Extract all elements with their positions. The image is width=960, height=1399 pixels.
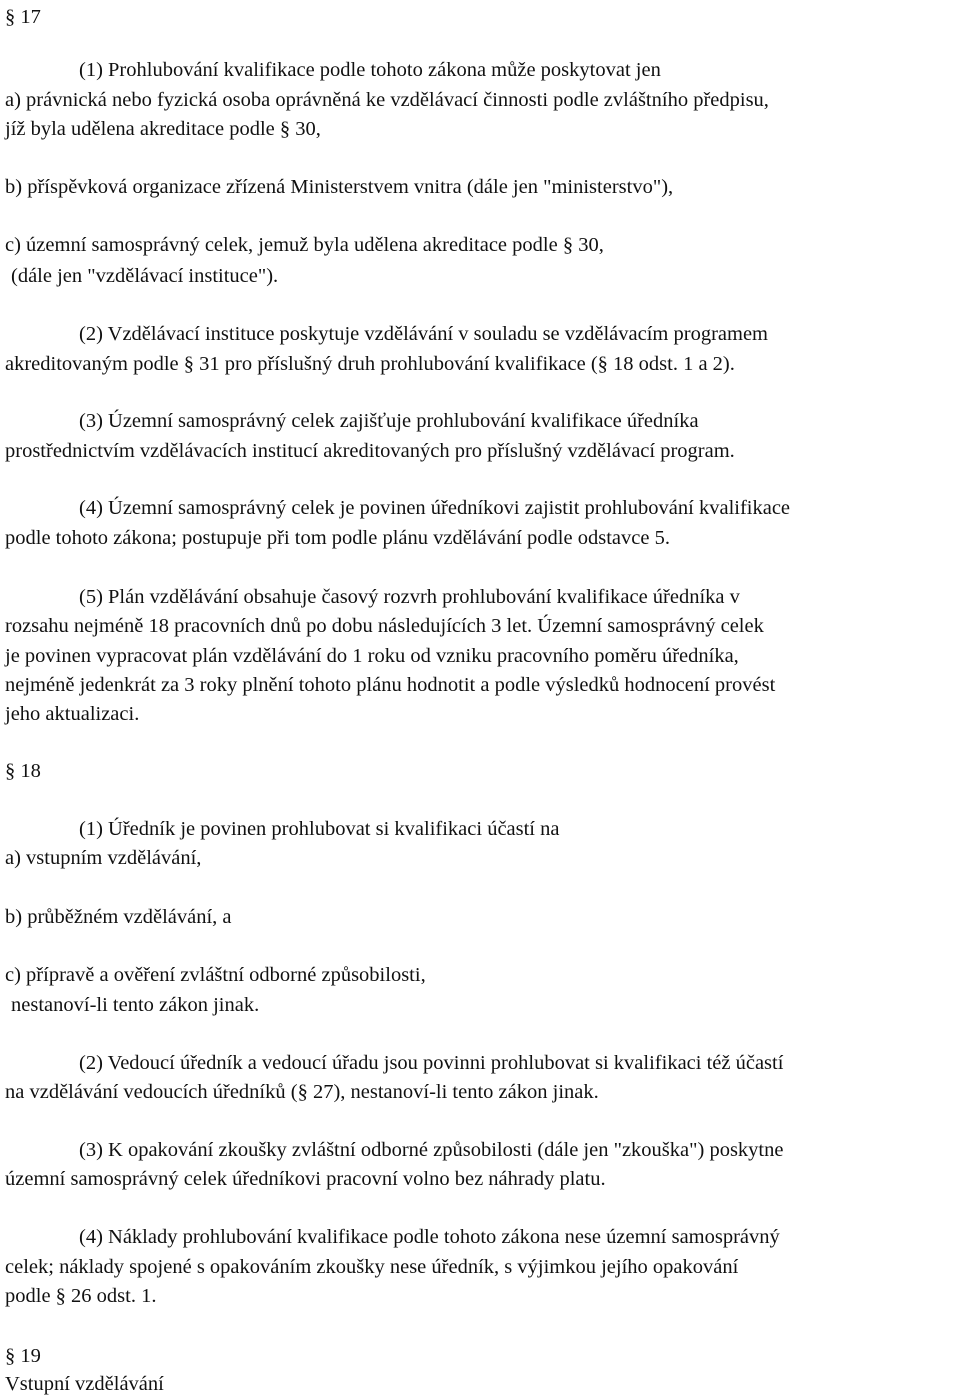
paragraph-line: (3) Územní samosprávný celek zajišťuje prohlubování kvalifikace úředníka — [79, 410, 699, 432]
paragraph-line: (2) Vzdělávací instituce poskytuje vzdělávání v souladu se vzdělávacím programem — [79, 323, 768, 345]
paragraph-line: (2) Vedoucí úředník a vedoucí úřadu jsou povinni prohlubovat si kvalifikaci též účastí — [79, 1052, 784, 1074]
paragraph-line: celek; náklady spojené s opakováním zkoušky nese úředník, s výjimkou jejího opakování — [5, 1256, 739, 1278]
paragraph-line: jeho aktualizaci. — [5, 703, 140, 725]
paragraph-line: rozsahu nejméně 18 pracovních dnů po dobu následujících 3 let. Územní samosprávný celek — [5, 615, 764, 637]
paragraph-line: (4) Náklady prohlubování kvalifikace podle tohoto zákona nese územní samosprávný — [79, 1226, 780, 1248]
paragraph-line: nejméně jedenkrát za 3 roky plnění tohoto plánu hodnotit a podle výsledků hodnocení provést — [5, 674, 776, 696]
section-heading-18: § 18 — [5, 760, 41, 782]
section-heading-19: § 19 — [5, 1345, 41, 1367]
paragraph-line: akreditovaným podle § 31 pro příslušný druh prohlubování kvalifikace (§ 18 odst. 1 a 2). — [5, 353, 735, 375]
paragraph-line: c) přípravě a ověření zvláštní odborné způsobilosti, — [5, 964, 426, 986]
paragraph-line: je povinen vypracovat plán vzdělávání do 1 roku od vzniku pracovního poměru úředníka, — [5, 645, 739, 667]
paragraph-line: (dále jen "vzdělávací instituce"). — [11, 265, 279, 287]
paragraph-line: a) právnická nebo fyzická osoba oprávněná ke vzdělávací činnosti podle zvláštního předpisu, — [5, 89, 769, 111]
paragraph-line: b) průběžném vzdělávání, a — [5, 906, 232, 928]
section-heading-17: § 17 — [5, 6, 41, 28]
paragraph-line: prostřednictvím vzdělávacích institucí akreditovaných pro příslušný vzdělávací program. — [5, 440, 735, 462]
paragraph-line: na vzdělávání vedoucích úředníků (§ 27), nestanoví-li tento zákon jinak. — [5, 1081, 599, 1103]
paragraph-line: podle § 26 odst. 1. — [5, 1285, 157, 1307]
paragraph-line: b) příspěvková organizace zřízená Ministerstvem vnitra (dále jen "ministerstvo"), — [5, 176, 674, 198]
paragraph-line: (5) Plán vzdělávání obsahuje časový rozvrh prohlubování kvalifikace úředníka v — [79, 586, 740, 608]
paragraph-line: jíž byla udělena akreditace podle § 30, — [5, 118, 321, 140]
paragraph-line: c) územní samosprávný celek, jemuž byla udělena akreditace podle § 30, — [5, 234, 604, 256]
paragraph-line: podle tohoto zákona; postupuje při tom podle plánu vzdělávání podle odstavce 5. — [5, 527, 670, 549]
paragraph-line: a) vstupním vzdělávání, — [5, 847, 202, 869]
section-title: Vstupní vzdělávání — [5, 1373, 164, 1395]
paragraph-line: územní samosprávný celek úředníkovi pracovní volno bez náhrady platu. — [5, 1168, 606, 1190]
paragraph-line: (1) Prohlubování kvalifikace podle tohoto zákona může poskytovat jen — [79, 59, 661, 81]
paragraph-line: (1) Úředník je povinen prohlubovat si kvalifikaci účastí na — [79, 818, 560, 840]
paragraph-line: nestanoví-li tento zákon jinak. — [11, 994, 260, 1016]
paragraph-line: (4) Územní samosprávný celek je povinen úředníkovi zajistit prohlubování kvalifikace — [79, 497, 791, 519]
paragraph-line: (3) K opakování zkoušky zvláštní odborné způsobilosti (dále jen "zkouška") poskytne — [79, 1139, 784, 1161]
